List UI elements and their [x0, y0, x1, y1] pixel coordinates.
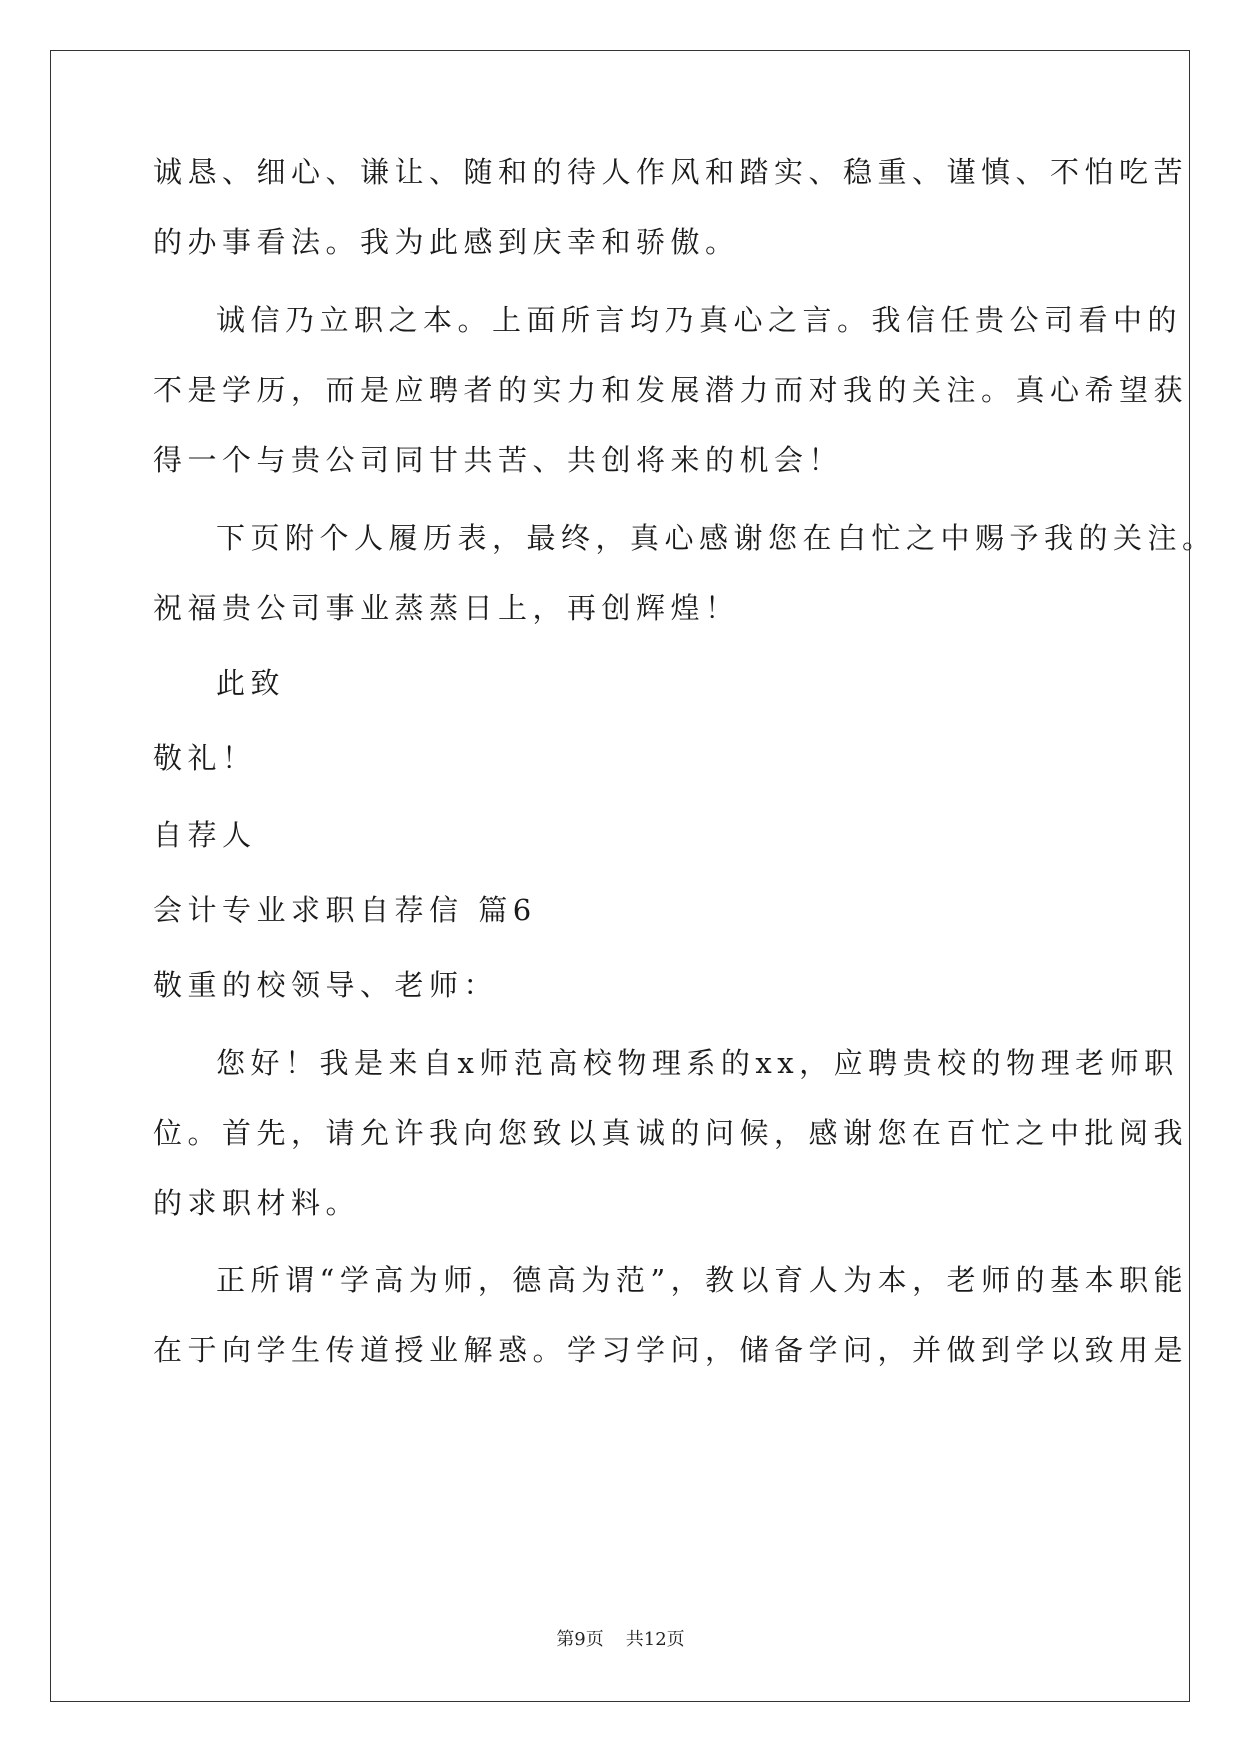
page-number-current: 第9页 — [556, 1629, 604, 1650]
closing-regards: 敬礼！ — [153, 741, 257, 775]
page-border — [50, 50, 1190, 1702]
text-line: 祝福贵公司事业蒸蒸日上，再创辉煌！ — [153, 591, 740, 625]
page-number-total: 共12页 — [625, 1629, 685, 1650]
greeting: 敬重的校领导、老师： — [153, 968, 499, 1002]
text-line: 位。首先，请允许我向您致以真诚的问候，感谢您在百忙之中批阅我 — [153, 1116, 1189, 1150]
text-line: 在于向学生传道授业解惑。学习学问，储备学问，并做到学以致用是 — [153, 1333, 1189, 1367]
text-line: 不是学历，而是应聘者的实力和发展潜力而对我的关注。真心希望获 — [153, 373, 1189, 407]
section-title: 会计专业求职自荐信 篇6 — [153, 893, 537, 927]
text-line: 您好！我是来自x师范高校物理系的xx，应聘贵校的物理老师职 — [216, 1046, 1179, 1080]
text-line: 诚恳、细心、谦让、随和的待人作风和踏实、稳重、谨慎、不怕吃苦 — [153, 155, 1189, 189]
signature-label: 自荐人 — [153, 818, 257, 852]
text-line: 得一个与贵公司同甘共苦、共创将来的机会！ — [153, 443, 844, 477]
closing-salutation: 此致 — [216, 666, 286, 700]
text-line: 诚信乃立职之本。上面所言均乃真心之言。我信任贵公司看中的 — [216, 303, 1183, 337]
text-line: 的办事看法。我为此感到庆幸和骄傲。 — [153, 225, 740, 259]
text-line: 下页附个人履历表，最终，真心感谢您在白忙之中赐予我的关注。 — [216, 521, 1217, 555]
text-line: 正所谓“学高为师，德高为范”，教以育人为本，老师的基本职能 — [216, 1263, 1189, 1297]
text-line: 的求职材料。 — [153, 1186, 361, 1220]
page-footer — [0, 1628, 1241, 1652]
